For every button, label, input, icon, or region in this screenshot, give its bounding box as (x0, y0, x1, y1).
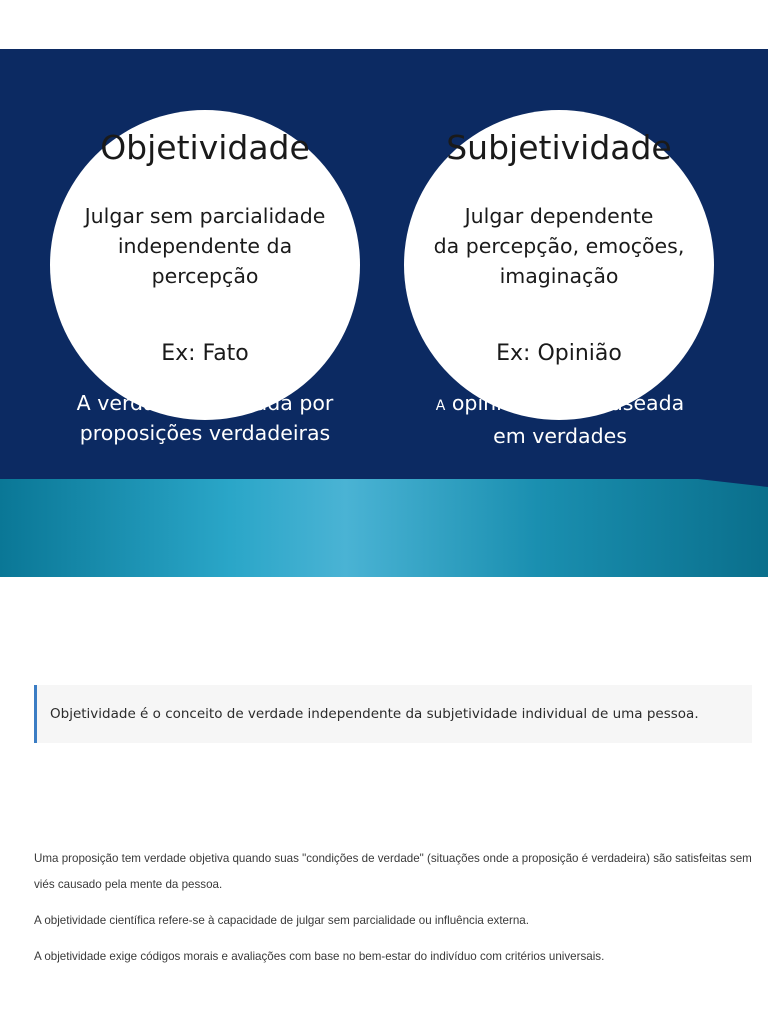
subjectivity-description: Julgar dependente da percepção, emoções, imaginação (433, 204, 685, 288)
objectivity-title: Objetividade (100, 128, 310, 167)
quote-text: Objetividade é o conceito de verdade independente da subjetividade individual de uma pessoa. (50, 706, 699, 722)
decorative-band (0, 479, 768, 577)
subjectivity-title: Subjetividade (446, 128, 672, 167)
body-paragraphs (34, 846, 754, 980)
subjectivity-caption (395, 388, 725, 451)
definition-quote (34, 685, 752, 743)
subjectivity-caption-text: opinião não é baseada em verdades (451, 391, 685, 448)
subjectivity-caption-prefix: A (435, 398, 446, 414)
subjectivity-circle (404, 110, 714, 420)
subjectivity-example: Ex: Opinião (496, 341, 622, 366)
slide-image (0, 49, 768, 479)
paragraph: A objetividade científica refere-se à capacidade de julgar sem parcialidade ou influência externa. (34, 914, 529, 927)
objectivity-description: Julgar sem parcialidade independente da percepção (84, 204, 326, 288)
objectivity-example: Ex: Fato (161, 341, 249, 366)
objectivity-caption: A verdade é formada por proposições verdadeiras (76, 391, 334, 445)
objectivity-circle (50, 110, 360, 420)
paragraph: Uma proposição tem verdade objetiva quando suas "condições de verdade" (situações onde a proposição é verdadeira) são satisfeitas sem viés causado pela mente da pessoa. (34, 852, 752, 891)
paragraph: A objetividade exige códigos morais e avaliações com base no bem-estar do indivíduo com critérios universais. (34, 950, 605, 963)
